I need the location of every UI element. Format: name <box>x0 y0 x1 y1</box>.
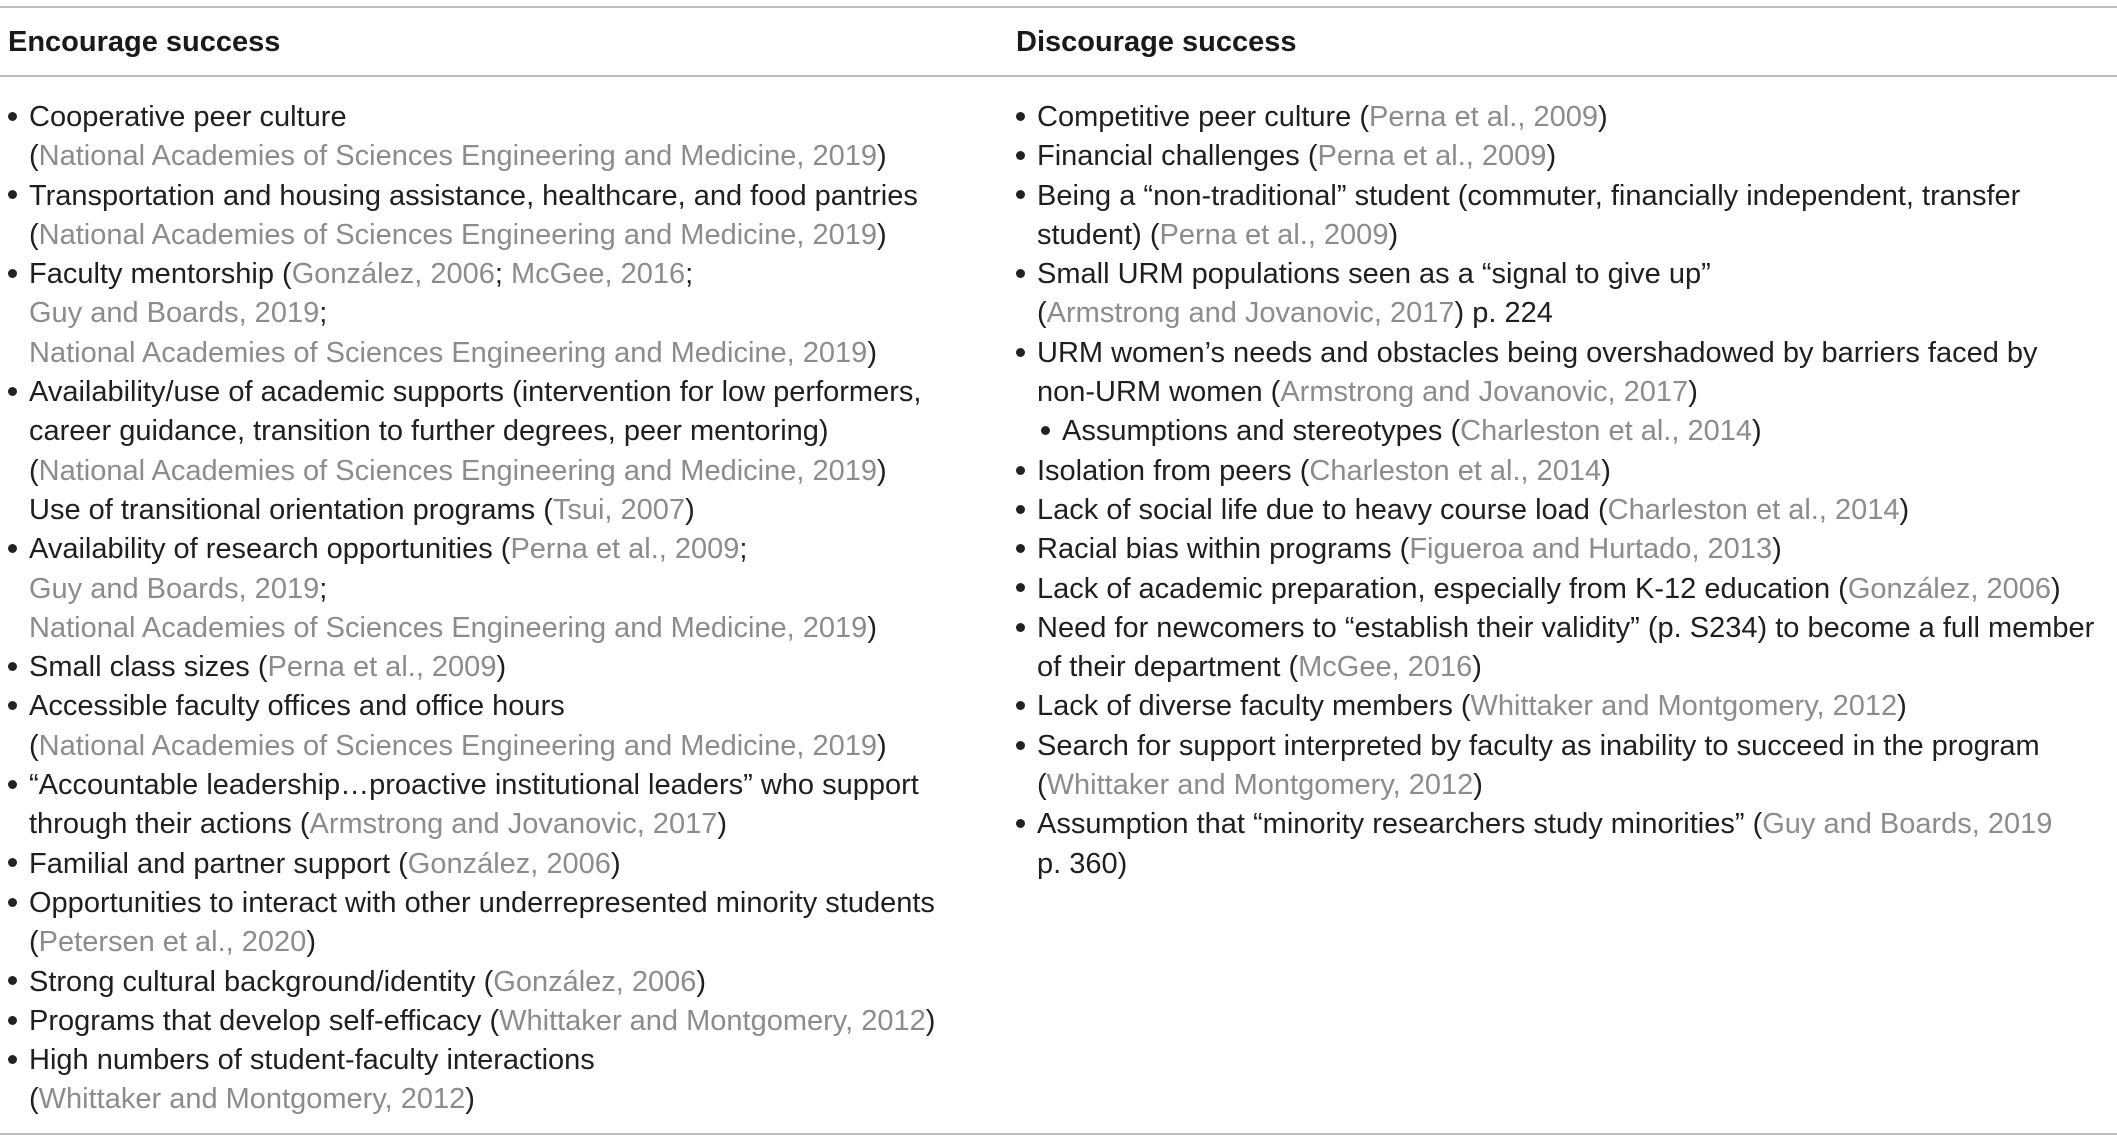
list-item-line <box>1037 570 2108 609</box>
bullet-icon <box>1016 255 1025 294</box>
list-item-line <box>29 1080 990 1119</box>
list-item-line <box>1037 334 2108 373</box>
item-text: ) <box>717 808 727 841</box>
item-text: ( <box>1037 297 1047 330</box>
citation: National Academies of Sciences Engineering and Medicine, 2019 <box>38 729 877 762</box>
list-item <box>0 530 990 648</box>
citation: Whittaker and Montgomery, 2012 <box>1470 690 1898 723</box>
item-text: Availability/use of academic supports (intervention for low performers, <box>29 376 922 409</box>
bullet-icon <box>8 845 17 884</box>
list-item <box>0 255 990 373</box>
item-text: Need for newcomers to “establish their validity” (p. S234) to become a full member <box>1037 611 2095 644</box>
citation: Armstrong and Jovanovic, 2017 <box>1046 297 1455 330</box>
citation: National Academies of Sciences Engineering and Medicine, 2019 <box>38 454 877 487</box>
citation: National Academies of Sciences Engineering and Medicine, 2019 <box>29 611 868 644</box>
bullet-icon <box>8 1002 17 1041</box>
item-text: of their department ( <box>1037 651 1299 684</box>
item-text: ) <box>876 729 887 762</box>
bullet-icon <box>1016 491 1025 530</box>
item-text: ) <box>867 611 877 644</box>
list-item-line <box>29 687 990 726</box>
item-text: student) ( <box>1037 218 1160 251</box>
item-text: Lack of academic preparation, especially from K-12 education ( <box>1037 572 1848 605</box>
item-text: ) <box>876 454 887 487</box>
item-text: Small URM populations seen as a “signal to give up” <box>1037 258 1711 291</box>
list-item-line <box>1037 373 2108 412</box>
citation: Charleston et al., 2014 <box>1607 493 1900 526</box>
item-text: Isolation from peers ( <box>1037 454 1310 487</box>
item-text: Small class sizes ( <box>29 651 268 684</box>
item-text: Lack of social life due to heavy course load ( <box>1037 493 1608 526</box>
item-text: ) p. 224 <box>1454 297 1553 330</box>
citation: González, 2006 <box>493 965 697 998</box>
list-item <box>1008 609 2108 688</box>
citation: Perna et al., 2009 <box>1159 218 1389 251</box>
item-text: Being a “non-traditional” student (commuter, financially independent, transfer <box>1037 179 2021 212</box>
list-item <box>0 766 990 845</box>
bullet-icon <box>1016 177 1025 216</box>
item-text: Familial and partner support ( <box>29 847 408 880</box>
list-item-line <box>1037 766 2108 805</box>
item-text: ) <box>867 336 877 369</box>
citation: Perna et al., 2009 <box>510 533 740 566</box>
bullet-icon <box>1016 334 1025 373</box>
list-item-line <box>29 963 990 1002</box>
list-item <box>1008 412 2108 451</box>
item-text: ( <box>29 926 39 959</box>
item-text: ) <box>696 965 707 998</box>
list-item-line <box>29 177 990 216</box>
item-text: ) <box>1772 533 1782 566</box>
list-item-line <box>29 570 990 609</box>
list-item-line <box>1037 845 2108 884</box>
list-item <box>1008 805 2108 884</box>
citation: Armstrong and Jovanovic, 2017 <box>309 808 718 841</box>
bullet-icon <box>8 98 17 137</box>
item-text: ) <box>496 651 507 684</box>
bullet-icon <box>8 648 17 687</box>
citation: Perna et al., 2009 <box>1369 101 1598 133</box>
item-text: Assumption that “minority researchers study minorities” ( <box>1037 808 1763 841</box>
list-item-line <box>1037 727 2108 766</box>
list-item-line <box>29 294 990 333</box>
list-item <box>1008 177 2108 256</box>
list-item <box>0 1002 990 1041</box>
list-item <box>0 1041 990 1120</box>
citation: Armstrong and Jovanovic, 2017 <box>1280 376 1689 409</box>
list-item-line <box>29 609 990 648</box>
bullet-icon <box>1016 687 1025 726</box>
item-text: Competitive peer culture ( <box>1037 101 1370 133</box>
item-text: Financial challenges ( <box>1037 140 1318 173</box>
list-item-line <box>1037 216 2108 255</box>
list-item-line <box>1037 687 2108 726</box>
citation: National Academies of Sciences Engineering and Medicine, 2019 <box>29 336 868 369</box>
item-text: ; <box>319 297 328 330</box>
table-top-rule <box>0 6 2117 8</box>
item-text: Availability of research opportunities ( <box>29 533 511 566</box>
list-item-line <box>1037 255 2108 294</box>
list-item-line <box>1037 648 2108 687</box>
item-text: ) <box>1388 218 1399 251</box>
bullet-icon <box>1016 609 1025 648</box>
item-text: ) <box>465 1083 475 1116</box>
item-text: Transportation and housing assistance, healthcare, and food pantries <box>29 179 918 212</box>
column-header-encourage: Encourage success <box>8 26 281 58</box>
bullet-icon <box>8 373 17 412</box>
list-item <box>1008 255 2108 334</box>
bullet-icon <box>8 255 17 294</box>
discourage-success-list <box>1008 98 2108 884</box>
citation: Petersen et al., 2020 <box>38 926 307 959</box>
item-text: ) <box>876 140 887 173</box>
table-bottom-rule <box>0 1133 2117 1135</box>
list-item-line <box>1037 491 2108 530</box>
item-text: through their actions ( <box>29 808 310 841</box>
bullet-icon <box>8 687 17 726</box>
citation: Perna et al., 2009 <box>1317 140 1547 173</box>
item-text: Assumptions and stereotypes ( <box>1062 415 1461 448</box>
citation: National Academies of Sciences Engineering and Medicine, 2019 <box>38 218 877 251</box>
citation: Whittaker and Montgomery, 2012 <box>1046 769 1474 802</box>
bullet-icon <box>1041 412 1050 451</box>
list-item-line <box>1037 530 2108 569</box>
item-text: ) <box>1601 454 1611 487</box>
list-item-line <box>29 884 990 923</box>
list-item <box>1008 687 2108 726</box>
item-text: High numbers of student-faculty interactions <box>29 1044 595 1077</box>
citation: Charleston et al., 2014 <box>1460 415 1752 448</box>
citation: Guy and Boards, 2019 <box>29 572 320 605</box>
item-text: ) <box>2050 572 2061 605</box>
list-item-line <box>29 98 990 137</box>
item-text: ( <box>29 140 39 173</box>
bullet-icon <box>1016 727 1025 766</box>
list-item <box>0 687 990 766</box>
list-item <box>0 884 990 963</box>
item-text: ( <box>1037 769 1047 802</box>
bullet-icon <box>1016 452 1025 491</box>
item-text: Programs that develop self-efficacy ( <box>29 1004 500 1037</box>
list-item <box>1008 98 2108 137</box>
item-text: ; <box>739 533 748 566</box>
list-item-line <box>1062 412 2108 451</box>
citation: Guy and Boards, 2019 <box>29 297 320 330</box>
encourage-success-list <box>0 98 990 1120</box>
item-text: ) <box>685 493 695 526</box>
list-item-line <box>29 923 990 962</box>
list-item-line <box>29 491 990 530</box>
item-text: ( <box>29 729 39 762</box>
item-text: Faculty mentorship ( <box>29 258 292 291</box>
item-text: ) <box>925 1004 936 1037</box>
citation: González, 2006 <box>1847 572 2051 605</box>
item-text: ) <box>1899 493 1910 526</box>
item-text: ; <box>494 258 511 291</box>
citation: Figueroa and Hurtado, 2013 <box>1409 533 1773 566</box>
item-text: Racial bias within programs ( <box>1037 533 1410 566</box>
bullet-icon <box>8 1041 17 1080</box>
list-item <box>1008 452 2108 491</box>
list-item-line <box>29 412 990 451</box>
list-item <box>0 177 990 256</box>
list-item-line <box>1037 805 2108 844</box>
item-text: ) <box>1688 376 1698 409</box>
item-text: Use of transitional orientation programs ( <box>29 493 553 526</box>
item-text: Lack of diverse faculty members ( <box>1037 690 1471 723</box>
item-text: ( <box>29 218 39 251</box>
list-item <box>0 373 990 530</box>
bullet-icon <box>1016 98 1025 137</box>
list-item <box>0 98 990 177</box>
citation: Guy and Boards, 2019 <box>1762 808 2053 841</box>
list-item-line <box>29 805 990 844</box>
list-item-line <box>29 766 990 805</box>
item-text: URM women’s needs and obstacles being overshadowed by barriers faced by <box>1037 336 2038 369</box>
citation: McGee, 2016 <box>510 258 686 291</box>
list-item <box>1008 334 2108 413</box>
item-text: Strong cultural background/identity ( <box>29 965 494 998</box>
list-item-line <box>29 845 990 884</box>
item-text: non-URM women ( <box>1037 376 1281 409</box>
item-text: ; <box>685 258 694 291</box>
bullet-icon <box>1016 570 1025 609</box>
list-item <box>1008 530 2108 569</box>
list-item-line <box>29 727 990 766</box>
list-item <box>1008 570 2108 609</box>
citation: Tsui, 2007 <box>552 493 686 526</box>
list-item-line <box>29 648 990 687</box>
item-text: ) <box>876 218 887 251</box>
bullet-icon <box>1016 137 1025 176</box>
bullet-icon <box>8 963 17 1002</box>
citation: González, 2006 <box>291 258 495 291</box>
item-text: Cooperative peer culture <box>29 101 347 133</box>
bullet-icon <box>8 766 17 805</box>
item-text: ) <box>1897 690 1907 723</box>
citation: Whittaker and Montgomery, 2012 <box>38 1083 466 1116</box>
list-item-line <box>29 530 990 569</box>
list-item <box>0 648 990 687</box>
item-text: ) <box>1473 769 1483 802</box>
list-item-line <box>29 452 990 491</box>
item-text: Accessible faculty offices and office hours <box>29 690 565 723</box>
item-text: ) <box>1546 140 1557 173</box>
header-rule <box>0 75 2117 77</box>
list-item-line <box>29 1041 990 1080</box>
item-text: ( <box>29 1083 39 1116</box>
list-item <box>1008 491 2108 530</box>
citation: Charleston et al., 2014 <box>1309 454 1602 487</box>
citation: National Academies of Sciences Engineering and Medicine, 2019 <box>38 140 877 173</box>
list-item-line <box>1037 137 2108 176</box>
item-text: ( <box>29 454 39 487</box>
list-item-line <box>29 137 990 176</box>
bullet-icon <box>1016 805 1025 844</box>
list-item-line <box>29 255 990 294</box>
list-item-line <box>29 1002 990 1041</box>
bullet-icon <box>8 884 17 923</box>
list-item <box>0 963 990 1002</box>
list-item-line <box>1037 452 2108 491</box>
item-text: ) <box>1751 415 1762 448</box>
citation: González, 2006 <box>407 847 611 880</box>
list-item-line <box>1037 98 2108 137</box>
list-item <box>0 845 990 884</box>
item-text: p. 360) <box>1037 847 1128 880</box>
list-item <box>1008 727 2108 806</box>
list-item <box>1008 137 2108 176</box>
list-item-line <box>1037 177 2108 216</box>
citation: McGee, 2016 <box>1298 651 1473 684</box>
bullet-icon <box>8 530 17 569</box>
citation: Whittaker and Montgomery, 2012 <box>499 1004 926 1037</box>
item-text: ; <box>319 572 328 605</box>
list-item-line <box>29 334 990 373</box>
item-text: “Accountable leadership…proactive institutional leaders” who support <box>29 769 919 802</box>
item-text: career guidance, transition to further degrees, peer mentoring) <box>29 415 829 448</box>
item-text: ) <box>610 847 621 880</box>
list-item-line <box>1037 609 2108 648</box>
item-text: ) <box>306 926 316 959</box>
item-text: Opportunities to interact with other underrepresented minority students <box>29 886 935 919</box>
item-text: ) <box>1472 651 1482 684</box>
list-item-line <box>1037 294 2108 333</box>
list-item-line <box>29 373 990 412</box>
list-item-line <box>29 216 990 255</box>
bullet-icon <box>8 177 17 216</box>
citation: Perna et al., 2009 <box>267 651 497 684</box>
column-header-discourage: Discourage success <box>1016 26 1297 58</box>
item-text: Search for support interpreted by faculty as inability to succeed in the program <box>1037 729 2040 762</box>
item-text: ) <box>1597 101 1608 133</box>
bullet-icon <box>1016 530 1025 569</box>
